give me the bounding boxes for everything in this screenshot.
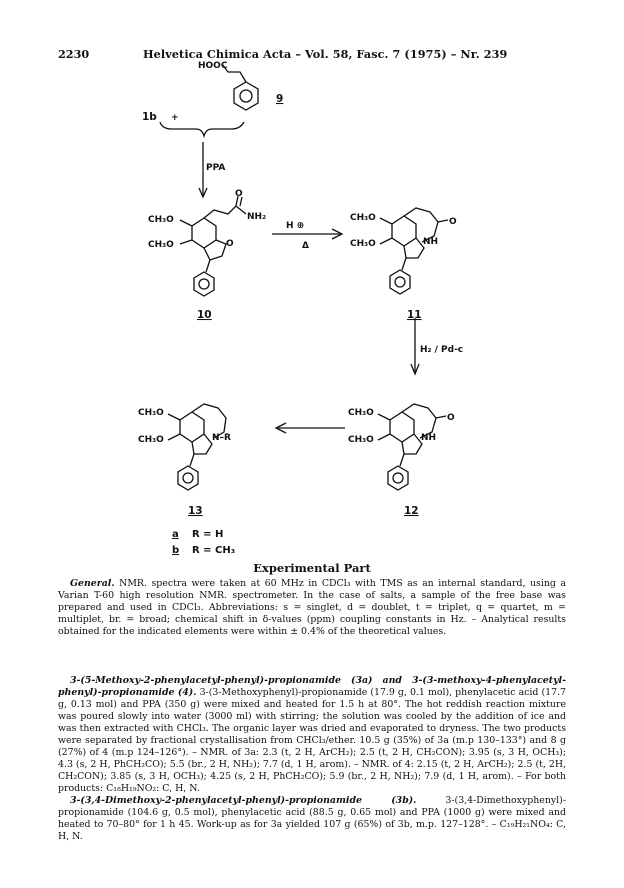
reagent-h-plus: H ⊕	[286, 221, 305, 231]
combine-brace	[160, 122, 244, 136]
compound-12-structure	[378, 404, 446, 490]
methoxy-label: CH₃O	[138, 408, 164, 418]
carbonyl-o-label: O	[235, 189, 243, 199]
running-title: Helvetica Chimica Acta – Vol. 58, Fasc. 7 (1975) – Nr. 239	[143, 47, 508, 61]
amide-nh2-label: NH₂	[247, 212, 267, 222]
paragraph-lead: 3-(5-Methoxy-2-phenylacetyl-phenyl)-propionamide (3a) and 3-(3-methoxy-4-phenylacetyl-phenyl)-propionamide (4).	[58, 675, 566, 699]
compound-12-label: 12	[404, 505, 419, 517]
paragraph-general	[58, 578, 566, 638]
paragraph-lead: General.	[70, 578, 115, 589]
r-def-a-text: R = H	[192, 529, 224, 540]
reagent-heat: Δ	[302, 241, 309, 251]
carbonyl-o-label: O	[226, 239, 234, 249]
compound-9-label: 9	[276, 93, 284, 105]
compound-11-label: 11	[407, 309, 422, 321]
reagent-hydrogenation: H₂ / Pd-c	[420, 345, 464, 355]
amine-n-r-label: N–R	[212, 433, 231, 443]
r-def-a-key: a	[172, 529, 179, 540]
methoxy-label: CH₃O	[348, 435, 374, 445]
paragraph-body: NMR. spectra were taken at 60 MHz in CDCl₃ with TMS as an internal standard, using a Varian T-60 high resolution NMR. spectrometer. In the case of salts, a sample of the free base was prepared and used in CDCl₃. Abbreviations: s = singlet, d = doublet, t = triplet, q = quartet, m = multiplet, br. = broad; chemical shift in δ-values (ppm) coupling constants in Hz. – Analytical results obtained for the indicated elements were within ± 0.4% of the theoretical values.	[58, 578, 566, 638]
reagent-ppa: PPA	[206, 163, 226, 173]
methoxy-label: CH₃O	[148, 240, 174, 250]
paragraph-compound-3b	[58, 795, 566, 843]
compound-10-structure	[180, 196, 246, 296]
methoxy-label: CH₃O	[348, 408, 374, 418]
compound-9-ring	[234, 82, 258, 110]
methoxy-label: CH₃O	[148, 215, 174, 225]
compound-13-structure	[168, 404, 226, 490]
page-number: 2230	[58, 47, 90, 61]
compound-10-label: 10	[197, 309, 212, 321]
methoxy-label: CH₃O	[138, 435, 164, 445]
paragraph-body: 3-(3-Methoxyphenyl)-propionamide (17.9 g, 0.1 mol), phenylacetic acid (17.7 g, 0.13 mol) and PPA (350 g) were mixed and heated for 1.5 h at 80°. The hot reddish reaction mixture was poured slowly into water (3000 ml) with stirring; the solution was cooled by the addition of ice and was then extracted with CHCl₃. The organic layer was dried and evaporated to dryness. The two products were separated by fractional crystallisation from CHCl₃/ether. 10.5 g (35%) of 3a (m.p 130–133°) and 8 g (27%) of 4 (m.p 124–126°). – NMR. of 3a: 2.3 (t, 2 H, ArCH₂); 2.5 (t, 2 H, CH₂CON); 3.95 (s, 3 H, OCH₃); 4.3 (s, 2 H, PhCH₂CO); 5.5 (br., 2 H, NH₂); 7.7 (d, 1 H, arom). – NMR. of 4: 2.15 (t, 2 H, ArCH₂); 2.5 (t, 2H, CH₂CON); 3.85 (s, 3 H, OCH₃); 4.25 (s, 2 H, PhCH₂CO); 5.9 (br., 2 H, NH₂); 7.9 (d, 1 H, arom). – For both products: C₁₈H₁₉NO₂: C, H, N.	[58, 687, 567, 795]
paragraph-compound-3a-4	[58, 675, 566, 795]
acid-group-label: HOOC	[198, 61, 228, 71]
r-def-b-key: b	[172, 545, 180, 556]
r-def-b-text: R = CH₃	[192, 545, 236, 556]
lactam-nh-label: NH	[423, 237, 439, 247]
plus-sign: +	[171, 113, 179, 123]
methoxy-label: CH₃O	[350, 239, 376, 249]
lactam-nh-label: NH	[421, 433, 437, 443]
carbonyl-o-label: O	[449, 217, 457, 227]
compound-11-structure	[380, 208, 448, 294]
carbonyl-o-label: O	[447, 413, 455, 423]
compound-13-label: 13	[188, 505, 203, 517]
paragraph-body: 3-(3,4-Dimethoxyphenyl)-propionamide (104.6 g, 0.5 mol), phenylacetic acid (88.5 g, 0.65 mol) and PPA (1000 g) were mixed and heated to 70–80° for 1 h 45. Work-up as for 3a yielded 107 g (65%) of 3b, m.p. 127–128°. – C₁₉H₂₁NO₄: C, H, N.	[58, 795, 566, 843]
methoxy-label: CH₃O	[350, 213, 376, 223]
reactant-1b-label: 1b	[142, 111, 157, 123]
section-title: Experimental Part	[253, 561, 371, 575]
paragraph-lead: 3-(3,4-Dimethoxy-2-phenylacetyl-phenyl)-propionamide (3b).	[70, 795, 417, 806]
